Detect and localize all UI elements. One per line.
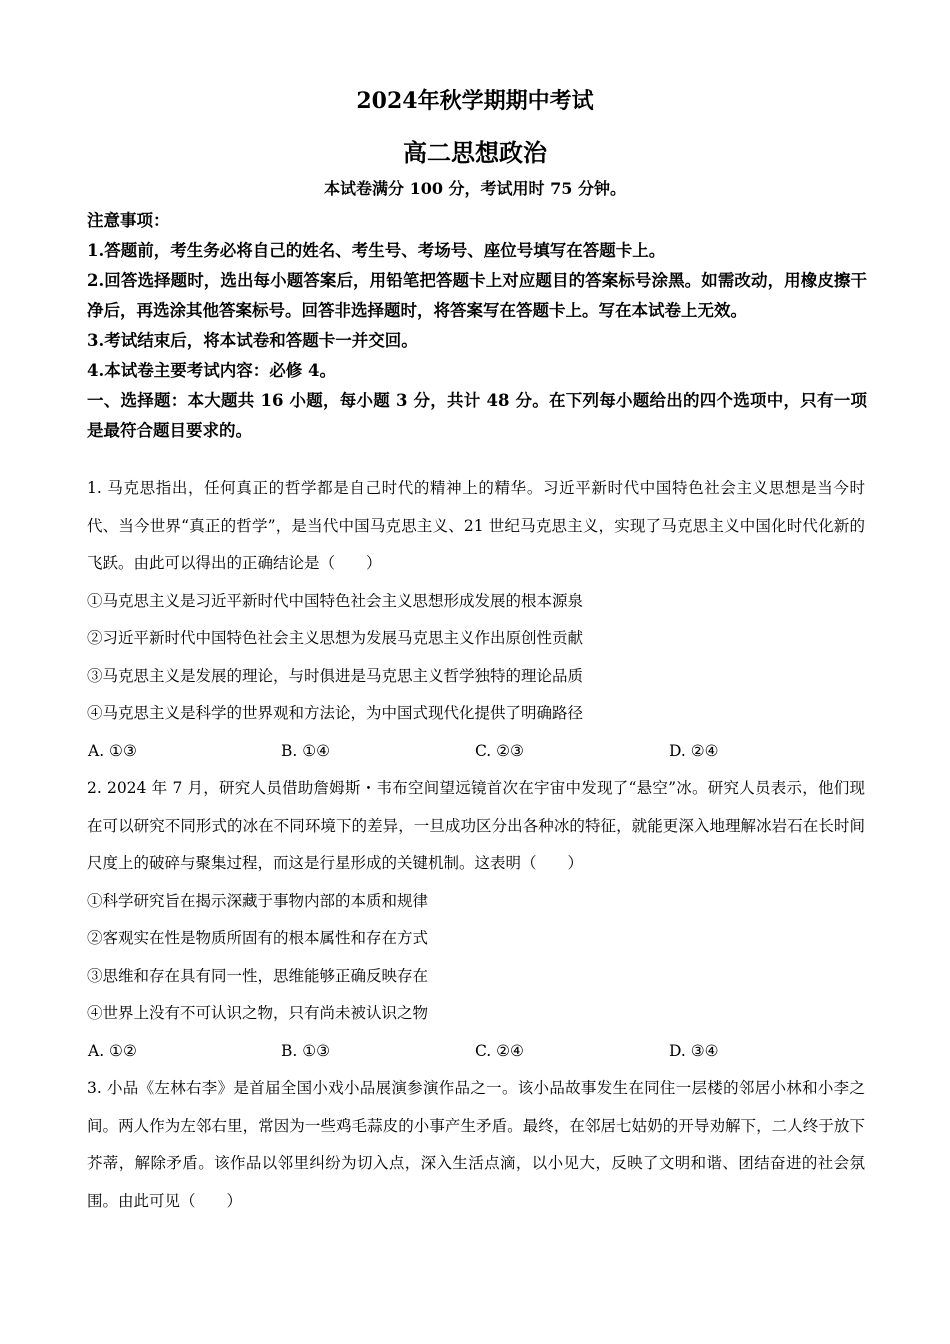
exam-title: 2024年秋学期期中考试 bbox=[356, 88, 594, 114]
option-a: A. ①③ bbox=[88, 741, 137, 760]
question-2 bbox=[87, 770, 865, 1070]
statement: ④马克思主义是科学的世界观和方法论，为中国式现代化提供了明确路径 bbox=[87, 704, 584, 722]
option-a: A. ①② bbox=[88, 1041, 137, 1060]
option-d: D. ③④ bbox=[669, 1041, 719, 1060]
section-heading: 一、选择题：本大题共 16 小题，每小题 3 分，共计 48 分。在下列每小题给出的四个选项中，只有一项是最符合题目要求的。 bbox=[87, 391, 867, 440]
question-stem: 3. 小品《左林右李》是首届全国小戏小品展演参演作品之一。该小品故事发生在同住一层楼的邻居小林和小李之间。两人作为左邻右里，常因为一些鸡毛蒜皮的小事产生矛盾。最终，在邻居七姑奶的开导劝解下，二人终于放下芥蒂，解除矛盾。该作品以邻里纠纷为切入点，深入生活点滴，以小见大，反映了文明和谐、团结奋进的社会氛围。由此可见（ ） bbox=[87, 1079, 865, 1210]
statement: ①科学研究旨在揭示深藏于事物内部的本质和规律 bbox=[87, 891, 429, 910]
question-3 bbox=[87, 1070, 865, 1220]
statement: ③思维和存在具有同一性，思维能够正确反映存在 bbox=[87, 966, 429, 985]
statement: ②客观实在性是物质所固有的根本属性和存在方式 bbox=[87, 929, 429, 947]
note-item: 4.本试卷主要考试内容：必修 4。 bbox=[87, 361, 336, 380]
option-b: B. ①③ bbox=[281, 1041, 331, 1060]
question-stem: 2. 2024 年 7 月，研究人员借助詹姆斯・韦布空间望远镜首次在宇宙中发现了“悬空”冰。研究人员表示，他们现在可以研究不同形式的冰在不同环境下的差异，一旦成功区分出各种冰的特征，就能更深入地理解冰岩石在长时间尺度上的破碎与聚集过程，而这是行星形成的关键机制。这表明（ ） bbox=[87, 779, 865, 872]
statement: ②习近平新时代中国特色社会主义思想为发展马克思主义作出原创性贡献 bbox=[87, 629, 584, 647]
exam-subject: 高二思想政治 bbox=[403, 138, 547, 167]
statement: ④世界上没有不可认识之物，只有尚未被认识之物 bbox=[87, 1004, 429, 1022]
note-item: 2.回答选择题时，选出每小题答案后，用铅笔把答题卡上对应题目的答案标号涂黑。如需改动，用橡皮擦干净后，再选涂其他答案标号。回答非选择题时，将答案写在答题卡上。写在本试卷上无效。 bbox=[87, 271, 867, 320]
notes-block bbox=[87, 206, 867, 446]
notes-heading: 注意事项： bbox=[87, 211, 170, 230]
statement: ①马克思主义是习近平新时代中国特色社会主义思想形成发展的根本源泉 bbox=[87, 591, 584, 610]
options-row bbox=[87, 1033, 865, 1071]
note-item: 1.答题前，考生务必将自己的姓名、考生号、考场号、座位号填写在答题卡上。 bbox=[87, 241, 666, 260]
option-c: C. ②④ bbox=[475, 1041, 524, 1060]
question-stem: 1. 马克思指出，任何真正的哲学都是自己时代的精神上的精华。习近平新时代中国特色社会主义思想是当今时代、当今世界“真正的哲学”，是当代中国马克思主义、21 世纪马克思主义，实现了马克思主义中国化时代化新的飞跃。由此可以得出的正确结论是（ ） bbox=[87, 479, 865, 572]
options-row bbox=[87, 733, 865, 771]
option-b: B. ①④ bbox=[281, 741, 331, 760]
question-1 bbox=[87, 470, 865, 770]
note-item: 3.考试结束后，将本试卷和答题卡一并交回。 bbox=[87, 331, 418, 350]
exam-info: 本试卷满分 100 分，考试用时 75 分钟。 bbox=[324, 179, 626, 198]
option-c: C. ②③ bbox=[475, 741, 524, 760]
statement: ③马克思主义是发展的理论，与时俱进是马克思主义哲学独特的理论品质 bbox=[87, 666, 584, 685]
option-d: D. ②④ bbox=[669, 741, 719, 760]
